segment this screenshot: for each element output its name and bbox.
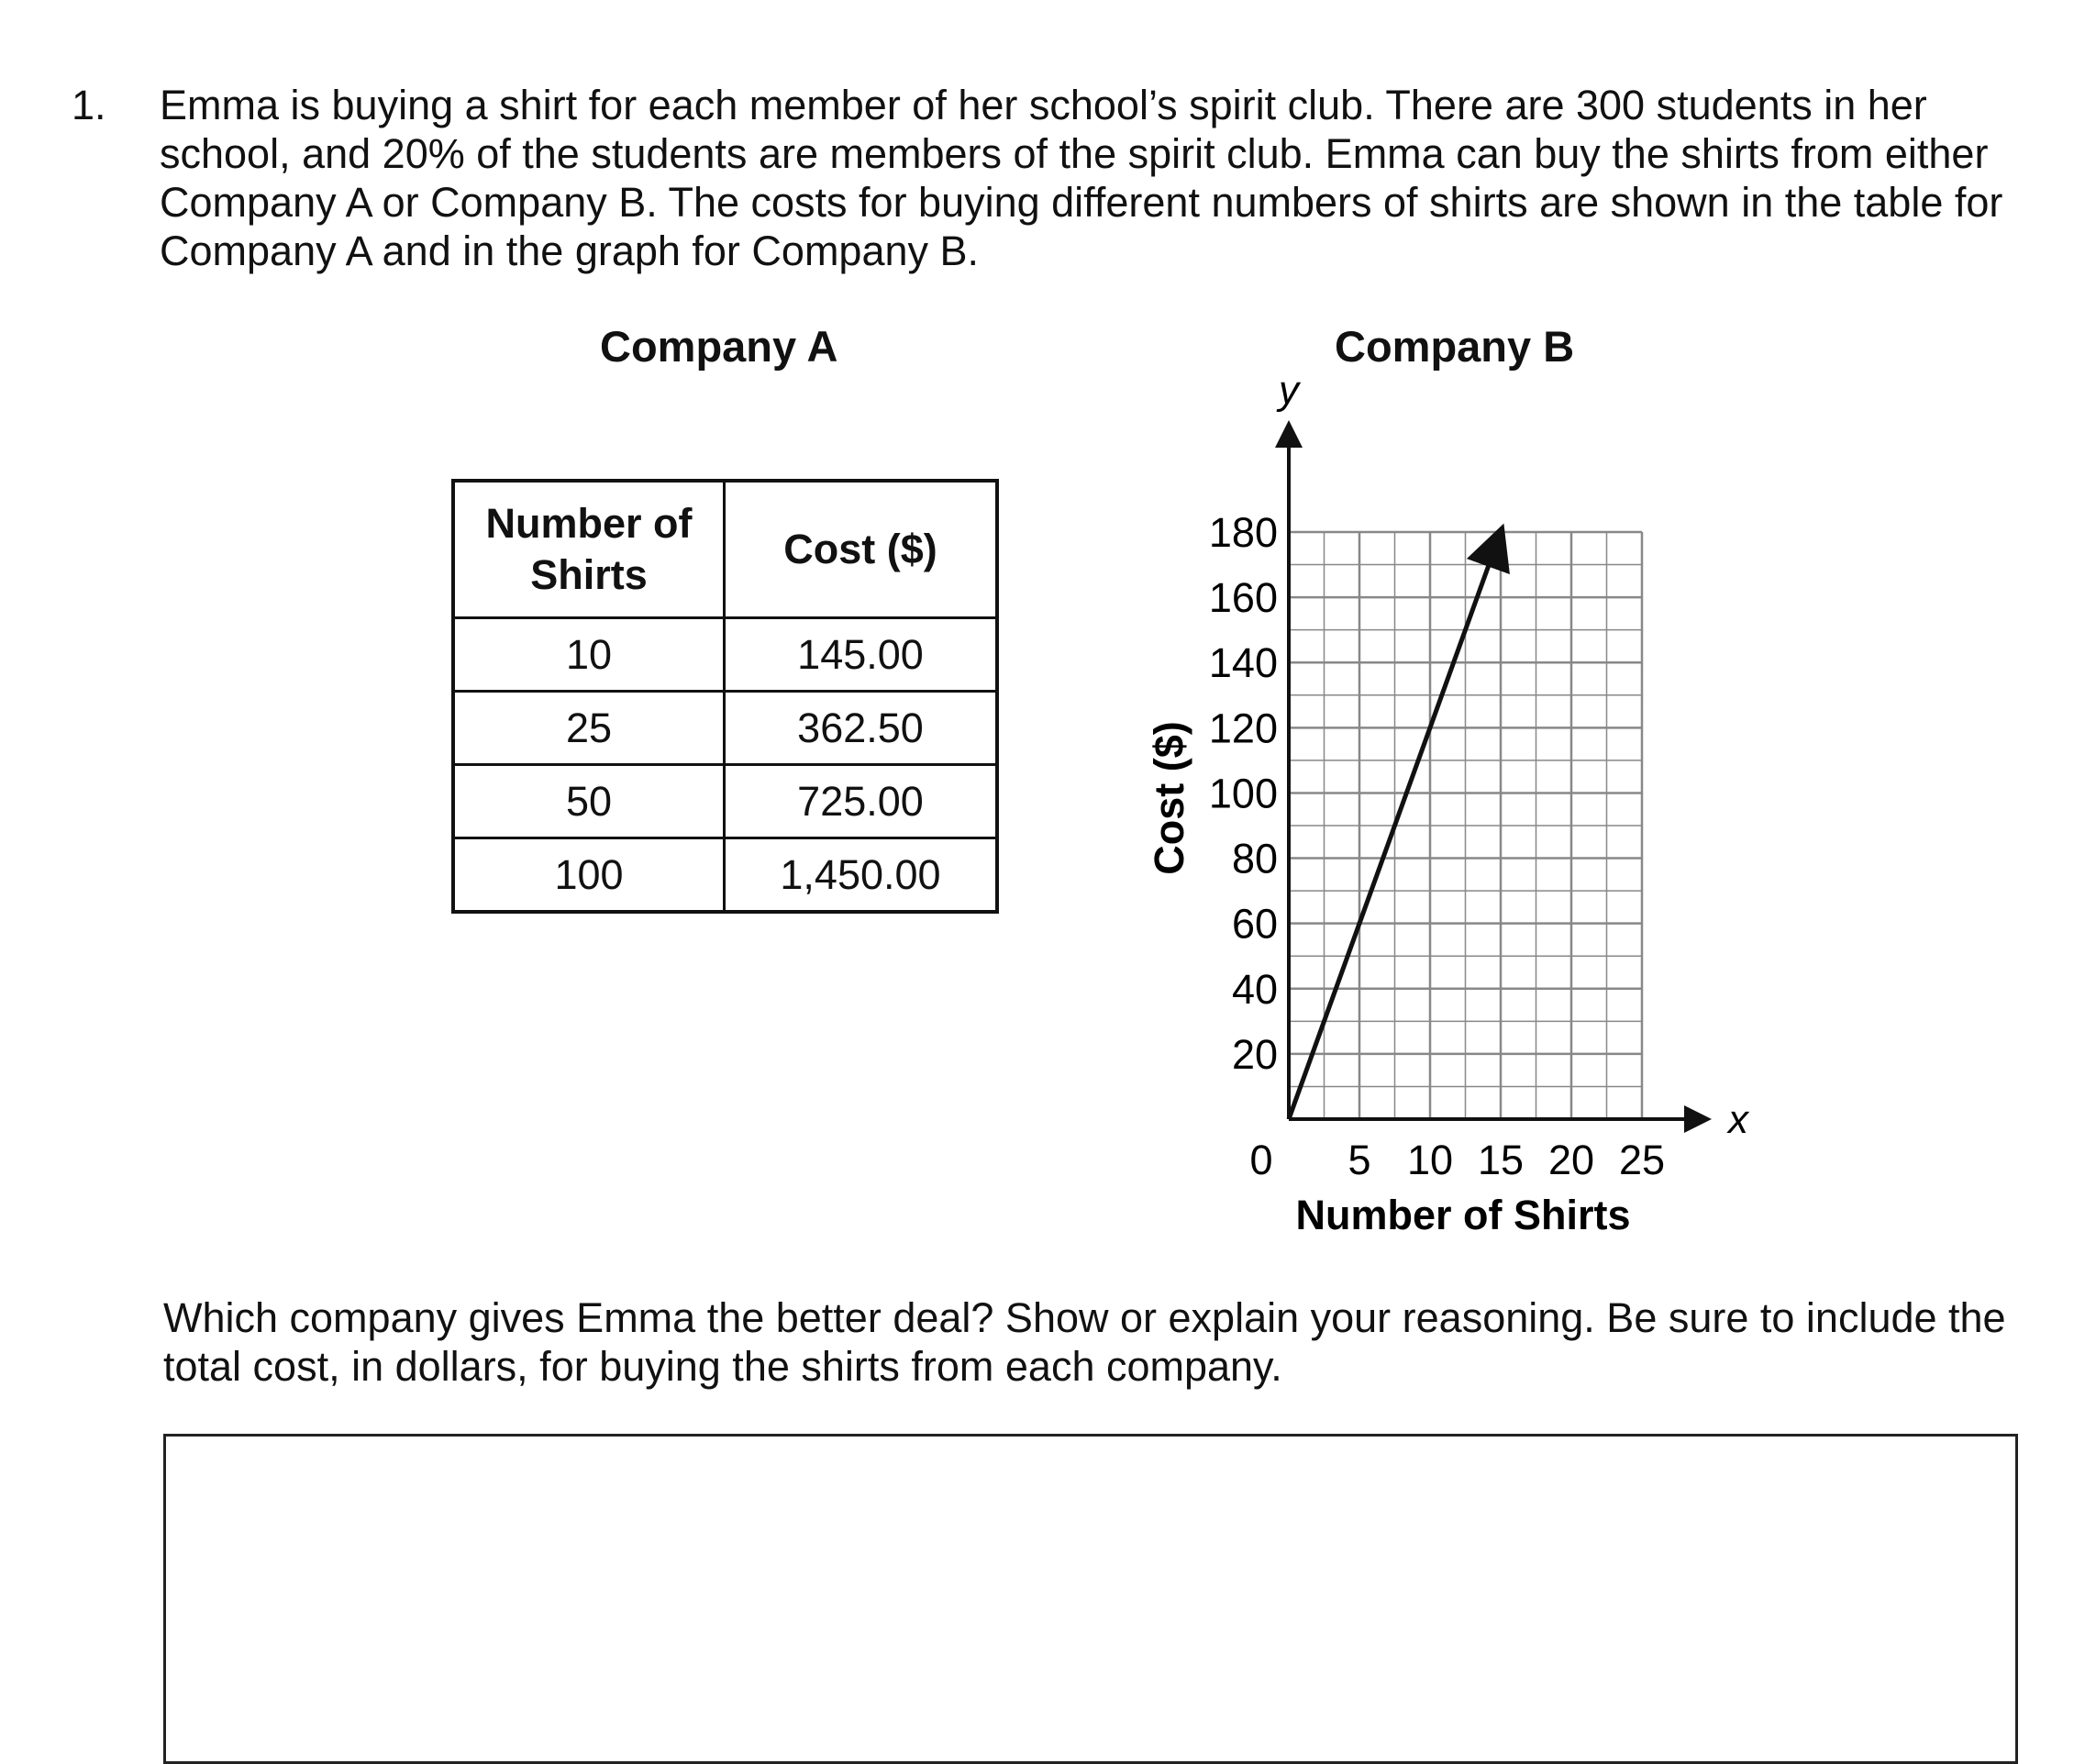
answer-box[interactable] [163, 1434, 2018, 1764]
cell-shirts: 100 [453, 838, 725, 913]
cell-cost: 145.00 [725, 618, 998, 692]
company-a-table [451, 479, 999, 914]
x-axis-arrow-icon [1684, 1105, 1712, 1133]
x-axis-symbol: x [1728, 1097, 1748, 1142]
cell-shirts: 25 [453, 692, 725, 765]
header-number-of-shirts-text: Number of Shirts [485, 500, 693, 598]
question-prompt: Which company gives Emma the better deal? Show or explain your reasoning. Be sure to include the total cost, in dollars, for buying the shirts from each company. [163, 1294, 2006, 1390]
x-tick-label: 10 [1406, 1137, 1454, 1183]
question-number: 1. [72, 82, 106, 128]
company-a-title: Company A [600, 322, 838, 371]
table-row [453, 618, 997, 692]
x-tick-label: 25 [1618, 1137, 1666, 1183]
y-tick-label: 140 [1208, 639, 1278, 687]
cell-cost: 725.00 [725, 765, 998, 838]
y-tick-label: 80 [1231, 835, 1278, 882]
header-number-of-shirts [453, 481, 725, 618]
axes [1275, 420, 1712, 1133]
y-tick-label: 100 [1208, 770, 1278, 817]
y-axis-label: Cost ($) [1146, 721, 1192, 875]
y-tick-label: 180 [1208, 509, 1278, 556]
table-row [453, 692, 997, 765]
y-axis-arrow-icon [1275, 420, 1303, 448]
table-row [453, 838, 997, 913]
y-tick-label: 160 [1208, 574, 1278, 622]
question-text: Emma is buying a shirt for each member of her school’s spirit club. There are 300 students in her school, and 20% of the students are members of the spirit club. Emma can buy the shirts from either Company A or Company B. The costs for buying different numbers of shirts are shown in the table for Company A and in the graph for Company B. [160, 82, 2003, 274]
cell-shirts: 50 [453, 765, 725, 838]
cell-cost: 1,450.00 [725, 838, 998, 913]
y-tick-label: 40 [1231, 965, 1278, 1013]
header-cost: Cost ($) [725, 481, 998, 618]
grid [1289, 532, 1642, 1119]
y-tick-label: 60 [1231, 900, 1278, 948]
y-axis-symbol: y [1279, 368, 1299, 413]
x-tick-label: 5 [1347, 1137, 1371, 1183]
cell-cost: 362.50 [725, 692, 998, 765]
tick-labels [1209, 509, 1665, 1183]
company-b-graph [1092, 367, 1752, 1248]
x-tick-label: 20 [1547, 1137, 1595, 1183]
table-row [453, 765, 997, 838]
y-tick-label: 20 [1231, 1030, 1278, 1078]
table-header-row [453, 481, 997, 618]
origin-label: 0 [1249, 1137, 1273, 1183]
x-tick-label: 15 [1477, 1137, 1525, 1183]
company-b-title: Company B [1335, 322, 1575, 371]
cell-shirts: 10 [453, 618, 725, 692]
y-tick-label: 120 [1208, 704, 1278, 752]
x-axis-label: Number of Shirts [1295, 1192, 1631, 1238]
